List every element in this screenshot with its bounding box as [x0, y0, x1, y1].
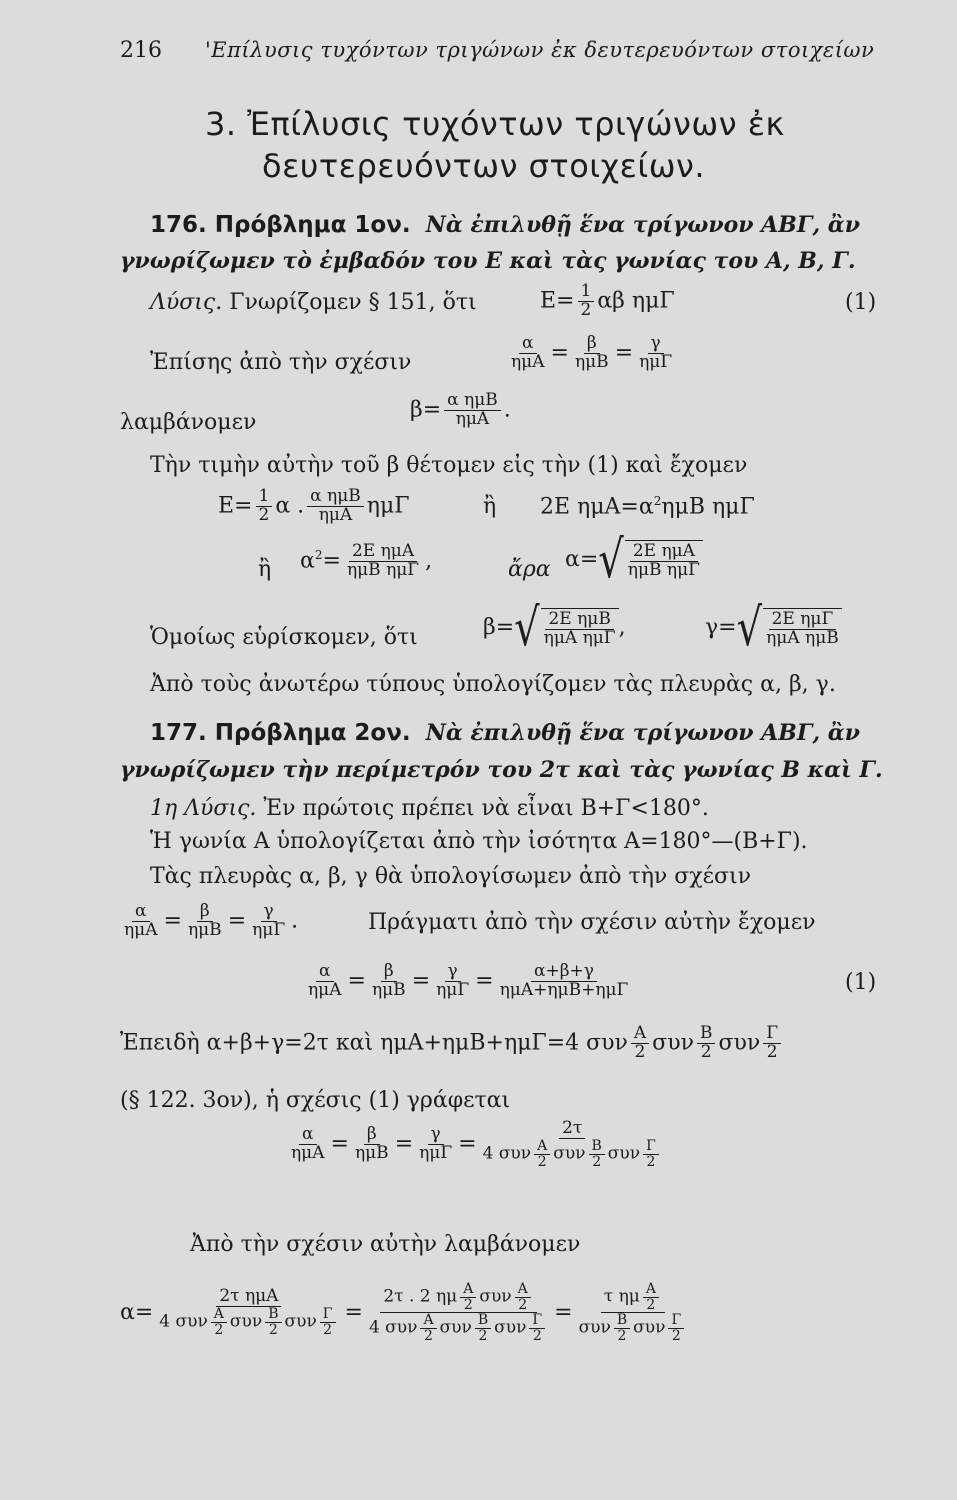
num: Α: [534, 1139, 550, 1155]
den: 2: [532, 1328, 542, 1345]
lysis-177-text-1: Ἐν πρώτοις πρέπει νὰ εἶναι Β+Γ<180°.: [263, 796, 709, 821]
num-product: [601, 1282, 665, 1313]
den: ημΒ ημΓ: [346, 559, 420, 580]
num: 2Ε ημΒ: [545, 611, 613, 630]
syn: συν: [578, 1318, 611, 1339]
den: 2: [463, 1296, 473, 1313]
or-1: ἢ: [483, 494, 497, 519]
alpha-root-formula: [565, 530, 703, 590]
frac-num: 1: [578, 283, 595, 302]
syn: συν: [229, 1311, 263, 1332]
frac-final-3: [576, 1282, 691, 1344]
frac-b: [369, 963, 409, 1000]
den: ημΑ: [511, 351, 545, 372]
frac-g: [416, 1126, 455, 1163]
indeed-text: Πράγματι ἀπὸ τὴν σχέσιν αὐτὴν ἔχομεν: [368, 910, 816, 935]
frac-A2: [534, 1139, 550, 1169]
num: α+β+γ: [531, 963, 597, 982]
eq: =: [475, 968, 494, 994]
frac-half: [256, 488, 273, 525]
frac-alpha-sq: [344, 543, 422, 580]
or-2: ἢ: [258, 557, 272, 582]
frac-G2: [529, 1313, 545, 1343]
den: ημΑ: [308, 979, 342, 1000]
frac-g: [433, 963, 472, 1000]
frac-final-1: [156, 1288, 341, 1337]
eq: =: [554, 1299, 573, 1325]
frac-A2: [631, 1025, 649, 1062]
ratio-sum-formula: [302, 963, 634, 1000]
den: 2: [537, 1153, 547, 1170]
lhs: 2Ε ημΑ=α: [540, 494, 654, 520]
alpha: α: [300, 548, 315, 574]
eq: =: [322, 548, 341, 574]
den: 2: [592, 1153, 602, 1170]
frac-g: [636, 335, 675, 372]
rewritten-relation: [285, 1120, 668, 1169]
comma: ,: [618, 615, 626, 640]
den: ημΑ ημΓ: [543, 628, 616, 648]
from-relation-text: Ἀπὸ τὴν σχέσιν αὐτὴν λαμβάνομεν: [190, 1232, 581, 1257]
den: 2: [766, 1041, 778, 1062]
num: Β: [614, 1313, 630, 1329]
num: Γ: [763, 1025, 781, 1044]
frac-beta: [444, 392, 501, 429]
num: Γ: [643, 1139, 659, 1155]
num: β: [197, 903, 213, 922]
num: β: [584, 335, 600, 354]
eq: =: [227, 908, 247, 934]
area-identity: [540, 494, 755, 519]
four-syn: 4 συν: [482, 1143, 532, 1164]
get-text: λαμβάνομεν: [120, 410, 257, 435]
eq: =: [614, 340, 634, 366]
num: Β: [697, 1025, 716, 1044]
num: 2τ: [559, 1120, 585, 1139]
num: Γ: [320, 1307, 336, 1323]
frac-sum: [497, 963, 632, 1000]
num: α ημΒ: [444, 392, 501, 411]
den: ημΑ: [318, 504, 353, 525]
num: Α: [420, 1313, 436, 1329]
den: ημΓ: [436, 979, 470, 1000]
problem-176-heading: [150, 212, 860, 238]
frac-A2: [211, 1307, 227, 1337]
frac-root: [763, 611, 842, 648]
den: ημΑ: [291, 1143, 325, 1164]
problem-177-heading: [150, 720, 860, 746]
num: α: [519, 335, 536, 354]
den: ημΑ: [124, 919, 158, 940]
alpha-dot: α .: [275, 493, 305, 519]
hence-text: ἄρα: [508, 557, 551, 582]
frac-A2: [643, 1282, 659, 1312]
frac-G2: [320, 1307, 336, 1337]
den: 2: [478, 1328, 488, 1345]
alpha-eq: α=: [565, 547, 599, 572]
num: γ: [428, 1126, 444, 1145]
frac-b: [185, 903, 225, 940]
frac-a: [121, 903, 161, 940]
problem-176-statement-1: Νὰ ἐπιλυθῇ ἕνα τρίγωνον ΑΒΓ, ἂν: [425, 212, 860, 238]
problem-176-label: 176. Πρόβλημα 1ον.: [150, 212, 411, 238]
den: 2: [323, 1321, 333, 1338]
num: γ: [445, 963, 461, 982]
den: ημΒ: [574, 351, 609, 372]
den: ημΒ: [187, 919, 222, 940]
frac-G2: [763, 1025, 781, 1062]
eq: =: [458, 1131, 477, 1157]
num: Α: [631, 1025, 649, 1044]
num: Β: [589, 1139, 605, 1155]
similarly-text: Ὁμοίως εὑρίσκομεν, ὅτι: [150, 625, 418, 650]
eq: =: [411, 968, 431, 994]
num: α ημΒ: [307, 488, 364, 507]
den: ημΑ: [455, 408, 490, 429]
lysis-177-line-3: Τὰς πλευρὰς α, β, γ θὰ ὑπολογίσωμεν ἀπὸ τὴν σχέσιν: [150, 864, 752, 889]
frac-b: [572, 335, 612, 372]
gamma-eq: γ=: [705, 615, 737, 640]
eq: =: [330, 1131, 349, 1157]
frac-den: 2: [580, 299, 592, 320]
den: ημΓ: [419, 1143, 453, 1164]
eq: =: [344, 1299, 363, 1325]
syn: συν: [633, 1318, 666, 1339]
num: α: [316, 963, 333, 982]
frac-root: [625, 543, 703, 580]
den: 2: [424, 1328, 433, 1345]
frac-B2: [614, 1313, 630, 1343]
num: γ: [648, 335, 664, 354]
frac-g: [249, 903, 288, 940]
den: ημΒ: [371, 979, 406, 1000]
dot: .: [503, 397, 511, 423]
syn: συν: [718, 1030, 761, 1056]
radical-sign-icon: √: [736, 598, 763, 658]
fraction-half: [578, 283, 595, 320]
den: ημΑ ημΒ: [766, 628, 839, 648]
eq: =: [347, 968, 366, 994]
problem-177-statement-1: Νὰ ἐπιλυθῇ ἕνα τρίγωνον ΑΒΓ, ἂν: [425, 720, 860, 746]
syn: συν: [284, 1311, 317, 1332]
num: 2Ε ημΑ: [349, 543, 417, 562]
E-eq: Ε=: [218, 493, 253, 519]
lysis-176-line: [150, 290, 477, 315]
num: 2Ε ημΓ: [769, 611, 837, 630]
comma: ,: [425, 548, 433, 574]
num: Γ: [529, 1313, 545, 1329]
frac-a: [288, 1126, 328, 1163]
page-number: 216: [120, 38, 162, 63]
den: ημΒ: [354, 1143, 389, 1164]
alpha-squared-formula: [300, 543, 432, 580]
four-syn: 4 συν: [368, 1318, 418, 1339]
frac-a: [508, 335, 548, 372]
problem-177-statement-2: γνωρίζωμεν τὴν περίμετρόν του 2τ καὶ τὰς γωνίας Β καὶ Γ.: [120, 757, 883, 783]
frac-B2: [265, 1307, 281, 1337]
lysis-177-line-2: Ἡ γωνία Α ὑπολογίζεται ἀπὸ τὴν ἰσότητα Α=180°—(Β+Γ).: [150, 829, 808, 854]
radical: [736, 598, 842, 658]
alpha-eq: α=: [120, 1299, 154, 1325]
lysis-177-line-1: [150, 796, 709, 821]
num: Β: [265, 1307, 281, 1323]
problem-177-label: 177. Πρόβλημα 2ον.: [150, 720, 411, 746]
since-line: [120, 1025, 784, 1062]
substitute-text: Τὴν τιμὴν αὐτὴν τοῦ β θέτομεν εἰς τὴν (1) καὶ ἔχομεν: [150, 453, 748, 478]
num: 2τ ημΑ: [216, 1288, 281, 1307]
equation-number-1: (1): [845, 290, 877, 315]
syn: συν: [439, 1318, 472, 1339]
frac-B2: [475, 1313, 491, 1343]
beta-root-formula: [483, 598, 626, 658]
frac-A2b: [515, 1282, 531, 1312]
den: ημΓ: [639, 351, 673, 372]
frac-final-2: [366, 1282, 551, 1344]
num: Α: [643, 1282, 659, 1298]
beta-eq: β=: [410, 397, 442, 423]
den: ημΒ ημΓ: [627, 560, 700, 580]
syn: συν: [652, 1030, 694, 1056]
section-title-line-1: 3. Ἐπίλυσις τυχόντων τριγώνων ἐκ: [205, 105, 785, 143]
syn: συν: [553, 1143, 586, 1164]
beta-formula: [410, 392, 511, 429]
den: 2: [634, 1041, 646, 1062]
frac-G2: [668, 1313, 684, 1343]
section-title-line-2: δευτερευόντων στοιχείων.: [262, 147, 706, 185]
lysis-177-label: 1η Λύσις.: [150, 796, 257, 821]
lysis-known: Γνωρίζομεν § 151, ὅτι: [229, 290, 477, 315]
also-text: Ἐπίσης ἀπὸ τὴν σχέσιν: [150, 350, 412, 375]
frac-G2: [643, 1139, 659, 1169]
den: 2: [646, 1153, 656, 1170]
frac-root: [541, 611, 619, 648]
den-product: [576, 1313, 691, 1343]
lysis-label: Λύσις.: [150, 290, 223, 315]
den: 2: [214, 1321, 224, 1338]
frac-B2: [697, 1025, 716, 1062]
equation-number-177-1: (1): [845, 970, 877, 995]
num: α: [299, 1126, 316, 1145]
law-of-sines: [505, 335, 678, 372]
frac-B2: [589, 1139, 605, 1169]
period: .: [291, 908, 299, 934]
num: γ: [261, 903, 277, 922]
radical: [598, 530, 703, 590]
den: 2: [258, 504, 270, 525]
running-title: 'Επίλυσις τυχόντων τριγώνων ἐκ δευτερευόντων στοιχείων: [205, 38, 875, 62]
num: Α: [211, 1307, 227, 1323]
num: β: [364, 1126, 380, 1145]
num: β: [381, 963, 397, 982]
den-product: [366, 1313, 551, 1343]
den: 2: [646, 1296, 656, 1313]
den: 2: [671, 1328, 681, 1345]
num: 1: [256, 488, 273, 507]
den: ημΑ+ημΒ+ημΓ: [499, 979, 629, 1000]
formula-lhs: Ε=: [540, 288, 575, 314]
area-formula: [540, 283, 675, 320]
gamma-root-formula: [705, 598, 842, 658]
den-product: [156, 1307, 341, 1337]
num: Β: [475, 1313, 491, 1329]
num-product: [380, 1282, 536, 1313]
frac-A2: [420, 1313, 436, 1343]
den-product: [480, 1139, 665, 1169]
beta-eq: β=: [483, 615, 515, 640]
problem-176-statement-2: γνωρίζωμεν τὸ ἐμβαδόν του Ε καὶ τὰς γωνίας του Α, Β, Γ.: [120, 248, 856, 274]
den: 2: [268, 1321, 278, 1338]
four-syn: 4 συν: [159, 1311, 208, 1332]
den: ημΓ: [252, 919, 286, 940]
syn: συν: [494, 1318, 527, 1339]
alpha-final-formula: [120, 1282, 693, 1344]
frac-two-tau: [480, 1120, 665, 1169]
eq: =: [550, 340, 569, 366]
radical-sign-icon: √: [598, 530, 624, 590]
tau-sin: τ ημ: [603, 1286, 640, 1307]
rhs: ημΒ ημΓ: [661, 494, 755, 520]
radical-sign-icon: √: [514, 598, 540, 658]
frac-b: [352, 1126, 392, 1163]
frac-A2: [460, 1282, 476, 1312]
eq: =: [163, 908, 182, 934]
num: α: [132, 903, 149, 922]
num: Γ: [668, 1313, 684, 1329]
since-text: Ἐπειδὴ α+β+γ=2τ καὶ ημΑ+ημΒ+ημΓ=4 συν: [120, 1030, 628, 1056]
num: Α: [515, 1282, 531, 1298]
syn: συν: [479, 1286, 512, 1307]
sinG: ημΓ: [366, 493, 410, 519]
radical: [514, 598, 618, 658]
den: 2: [617, 1328, 627, 1345]
square: 2: [653, 494, 662, 508]
square: 2: [314, 548, 323, 563]
frac-a: [305, 963, 345, 1000]
den: 2: [518, 1296, 528, 1313]
reference-line: (§ 122. 3ον), ἡ σχέσις (1) γράφεται: [120, 1088, 511, 1113]
sines-inline: [118, 903, 298, 940]
syn: συν: [607, 1143, 641, 1164]
num: Α: [460, 1282, 476, 1298]
conclusion-176: Ἀπὸ τοὺς ἀνωτέρω τύπους ὑπολογίζομεν τὰς πλευρὰς α, β, γ.: [150, 672, 836, 697]
eq: =: [394, 1131, 414, 1157]
area-substituted: [218, 488, 410, 525]
two-tau-2: 2τ . 2 ημ: [383, 1286, 458, 1307]
formula-rhs: αβ ημΓ: [597, 288, 675, 314]
frac-beta: [307, 488, 364, 525]
num: 2Ε ημΑ: [630, 543, 698, 562]
den: 2: [700, 1041, 712, 1062]
